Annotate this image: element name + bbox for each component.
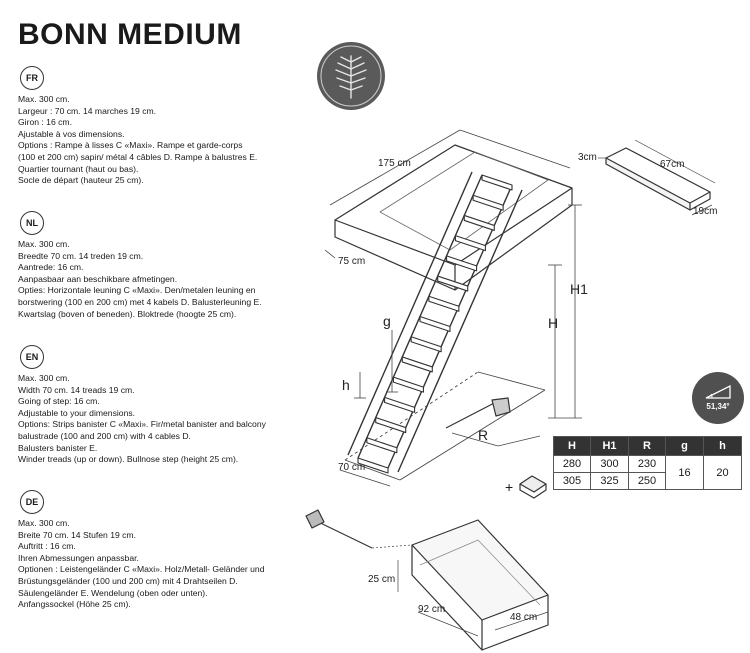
text-line: balustrade (100 and 200 cm) with 4 cables D. — [18, 430, 191, 441]
text-line: Säulengeländer E. Wendelung (oben oder unten). — [18, 587, 208, 598]
text-line: Giron : 16 cm. — [18, 117, 72, 128]
table-cell: 305 — [554, 473, 591, 490]
table-cell-g: 16 — [666, 456, 704, 490]
col-header-h: h — [704, 437, 742, 456]
label-h: h — [342, 377, 350, 393]
text-line: Opties: Horizontale leuning C «Maxi». Den/metalen leuning en — [18, 285, 256, 296]
text-line: (100 et 200 cm) sapin/ métal 4 câbles D. Rampe à balustres E. — [18, 151, 258, 162]
table-cell: 250 — [629, 473, 666, 490]
ceiling-slab — [335, 145, 572, 290]
table-row — [554, 456, 742, 473]
socle-option-icon — [520, 476, 546, 498]
product-title: BONN MEDIUM — [18, 18, 242, 51]
stair-tread — [385, 397, 415, 412]
text-line: Aanpasbaar aan beschikbare afmetingen. — [18, 273, 178, 284]
text-line: Max. 300 cm. — [18, 94, 70, 104]
dim-tread-length: 67cm — [660, 159, 685, 170]
text-line: Brüstungsgeländer (100 und 200 cm) mit 4 Drahtseilen D. — [18, 575, 238, 586]
text-line: Ajustable à vos dimensions. — [18, 128, 125, 139]
text-line: Going of step: 16 cm. — [18, 396, 100, 407]
table-cell: 280 — [554, 456, 591, 473]
label-R: R — [478, 427, 489, 443]
text-line: Balusters banister E. — [18, 442, 98, 453]
plus-sign: + — [505, 479, 514, 495]
stair-tread — [376, 418, 406, 433]
stair-tread — [367, 438, 397, 453]
text-line: Max. 300 cm. — [18, 518, 70, 528]
text-line: Largeur : 70 cm. 14 marches 19 cm. — [18, 105, 157, 116]
text-line: Adjustable to your dimensions. — [18, 407, 136, 418]
text-line: Max. 300 cm. — [18, 239, 70, 249]
dim-stair-width: 70 cm — [338, 462, 366, 473]
text-line: Quartier tournant (haut ou bas). — [18, 163, 139, 174]
angle-icon — [692, 372, 744, 424]
angle-badge — [692, 372, 744, 424]
lang-badge-de: DE — [20, 490, 44, 514]
text-line: Kwartslag (boven of beneden). Bloktrede (hoogte 25 cm). — [18, 308, 237, 319]
dim-opening-length: 175 cm — [378, 158, 411, 169]
table-cell: 325 — [591, 473, 629, 490]
table-cell-h: 20 — [704, 456, 742, 490]
text-line: borstwering (100 en 200 cm) met 4 kabels D. Balusterleuning E. — [18, 296, 262, 307]
col-header-H1: H1 — [591, 437, 629, 456]
text-line: Width 70 cm. 14 treads 19 cm. — [18, 384, 135, 395]
table-cell: 300 — [591, 456, 629, 473]
text-line: Options : Rampe à lisses C «Maxi». Rampe et garde-corps — [18, 140, 243, 151]
lang-badge-fr: FR — [20, 66, 44, 90]
stair-tread — [411, 337, 441, 352]
dim-socle-depth: 48 cm — [510, 612, 538, 623]
spec-table — [553, 436, 742, 490]
dim-tread-depth: 19cm — [693, 206, 718, 217]
label-H1: H1 — [570, 281, 588, 297]
text-line: Winder treads (up or down). Bullnose step (height 25 cm). — [18, 454, 239, 465]
col-header-H: H — [554, 437, 591, 456]
table-cell: 230 — [629, 456, 666, 473]
lang-badge-en: EN — [20, 345, 44, 369]
dim-socle-length: 92 cm — [418, 604, 446, 615]
text-line: Socle de départ (hauteur 25 cm). — [18, 175, 144, 186]
text-line: Max. 300 cm. — [18, 373, 70, 383]
label-H: H — [548, 315, 559, 331]
text-line: Aantrede: 16 cm. — [18, 262, 84, 273]
col-header-g: g — [666, 437, 704, 456]
angle-value: 51,34° — [706, 402, 730, 411]
text-line: Ihren Abmessungen anpassbar. — [18, 552, 139, 563]
stair-tread — [420, 317, 450, 332]
text-line: Auftritt : 16 cm. — [18, 541, 76, 552]
socle-box — [306, 510, 548, 650]
stair-tread — [393, 377, 423, 392]
text-line: Breedte 70 cm. 14 treden 19 cm. — [18, 250, 144, 261]
text-line: Anfangssockel (Höhe 25 cm). — [18, 599, 131, 610]
text-line: Optionen : Leistengeländer C «Maxi». Holz/Metall- Geländer und — [18, 564, 265, 575]
dim-opening-width: 75 cm — [338, 256, 366, 267]
dim-socle-height: 25 cm — [368, 574, 396, 585]
stair-tread — [429, 296, 459, 311]
tread-detail — [598, 140, 718, 217]
dim-tread-thickness: 3cm — [578, 152, 597, 163]
label-g: g — [383, 313, 391, 329]
spec-header-row — [554, 437, 742, 456]
text-line: Breite 70 cm. 14 Stufen 19 cm. — [18, 529, 136, 540]
lang-badge-nl: NL — [20, 211, 44, 235]
col-header-R: R — [629, 437, 666, 456]
stair-tread — [402, 357, 432, 372]
text-line: Options: Strips banister C «Maxi». Fir/metal banister and balcony — [18, 419, 266, 430]
